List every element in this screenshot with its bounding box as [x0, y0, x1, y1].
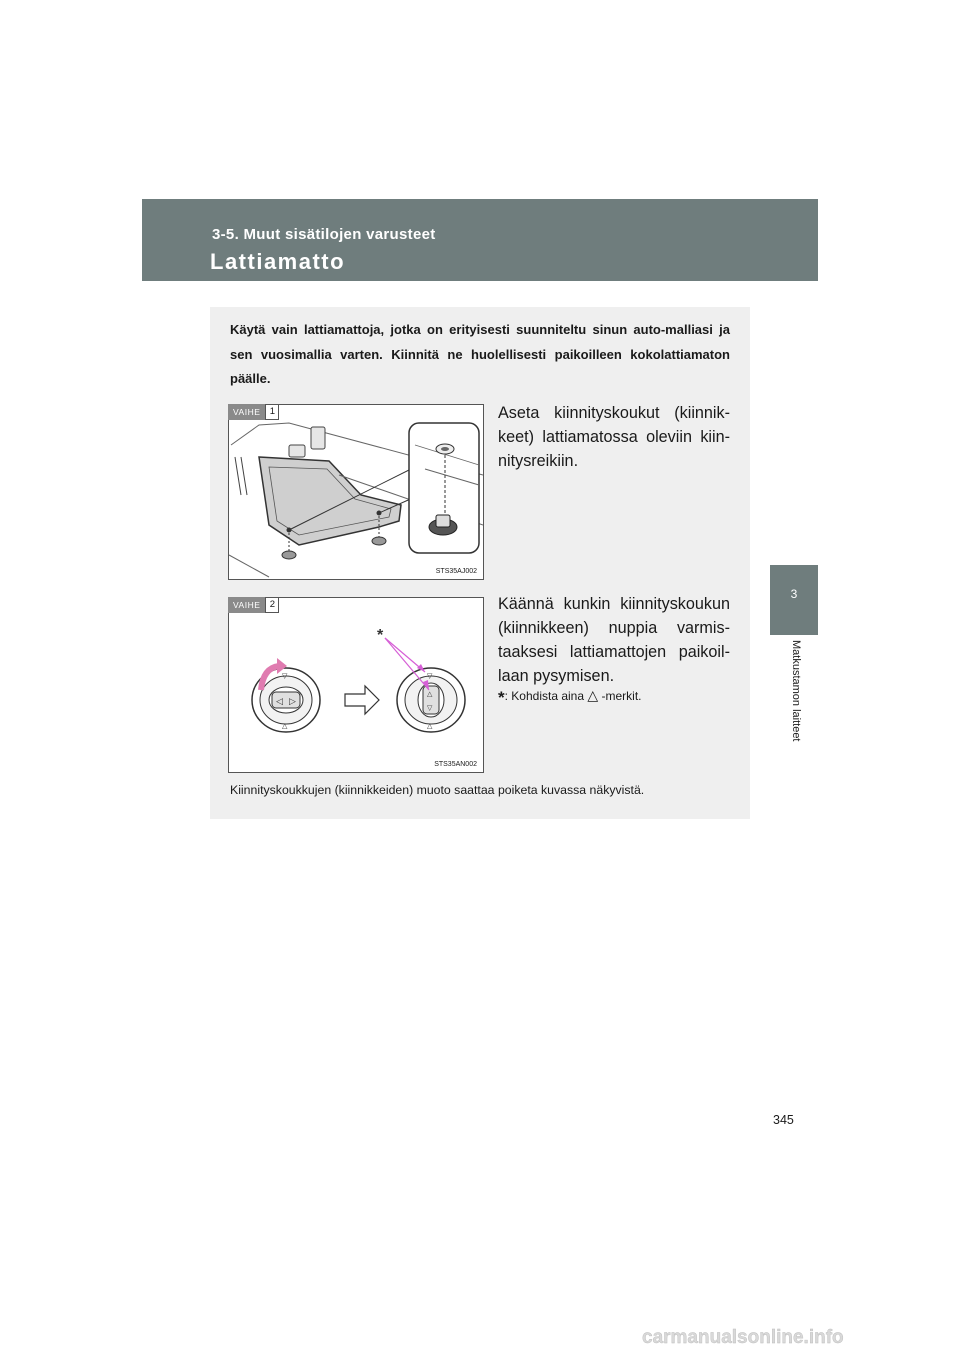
- section-label: 3-5. Muut sisätilojen varusteet: [212, 226, 436, 243]
- figure-code: STS35AJ002: [435, 568, 477, 575]
- triangle-icon: △: [587, 687, 599, 703]
- figure-code: STS35AN002: [434, 761, 477, 768]
- hook-rotation-illustration: [229, 598, 483, 772]
- svg-text:△: △: [282, 723, 288, 730]
- note-text-after: -merkit.: [601, 689, 642, 703]
- chapter-label: Matkustamon laitteet: [790, 640, 802, 742]
- intro-text: Käytä vain lattiamattoja, jotka on erityisesti suunniteltu sinun auto-malliasi ja sen vuosimallia varten. Kiinnitä ne huolellisesti paikoilleen kokolattiamaton päälle.: [230, 322, 730, 386]
- step2-figure: [228, 597, 484, 773]
- svg-text:△: △: [427, 691, 433, 698]
- footnote: Kiinnityskoukkujen (kiinnikkeiden) muoto saattaa poiketa kuvassa näkyvistä.: [230, 783, 645, 797]
- watermark-logo: [640, 1324, 940, 1348]
- page-title: Lattiamatto: [210, 249, 346, 274]
- page-number: 345: [773, 1113, 794, 1127]
- figure-marker: *: [377, 627, 384, 644]
- header-band: [142, 199, 818, 281]
- svg-text:▽: ▽: [427, 705, 433, 712]
- step1-text: Aseta kiinnityskoukut (kiinnik-keet) lattiamatossa oleviin kiin-nitysreikiin.: [498, 404, 730, 470]
- step1-figure: [228, 404, 484, 580]
- note: [498, 687, 730, 708]
- svg-text:◁: ◁: [276, 696, 283, 706]
- svg-text:▽: ▽: [427, 673, 433, 680]
- chapter-label-container: [774, 640, 814, 790]
- step-badge-number: 2: [265, 597, 279, 613]
- content-box: [210, 307, 750, 819]
- note-text-before: : Kohdista aina: [504, 689, 585, 703]
- svg-text:▽: ▽: [282, 673, 288, 680]
- step-badge-word: VAIHE: [228, 597, 265, 613]
- step-badge-number: 1: [265, 404, 279, 420]
- step2-text: Käännä kunkin kiinnityskoukun (kiinnikkeen) nuppia varmis-taaksesi lattiamattojen paikoil-laan pysymisen.: [498, 595, 730, 685]
- svg-text:▷: ▷: [289, 696, 296, 706]
- step-badge-word: VAIHE: [228, 404, 265, 420]
- chapter-number: 3: [790, 587, 798, 601]
- note-marker: *: [498, 688, 505, 707]
- svg-text:carmanualsonline.info: carmanualsonline.info: [642, 1327, 844, 1348]
- floor-mat-illustration: [229, 405, 483, 579]
- svg-text:△: △: [427, 723, 433, 730]
- chapter-tab: [770, 565, 818, 635]
